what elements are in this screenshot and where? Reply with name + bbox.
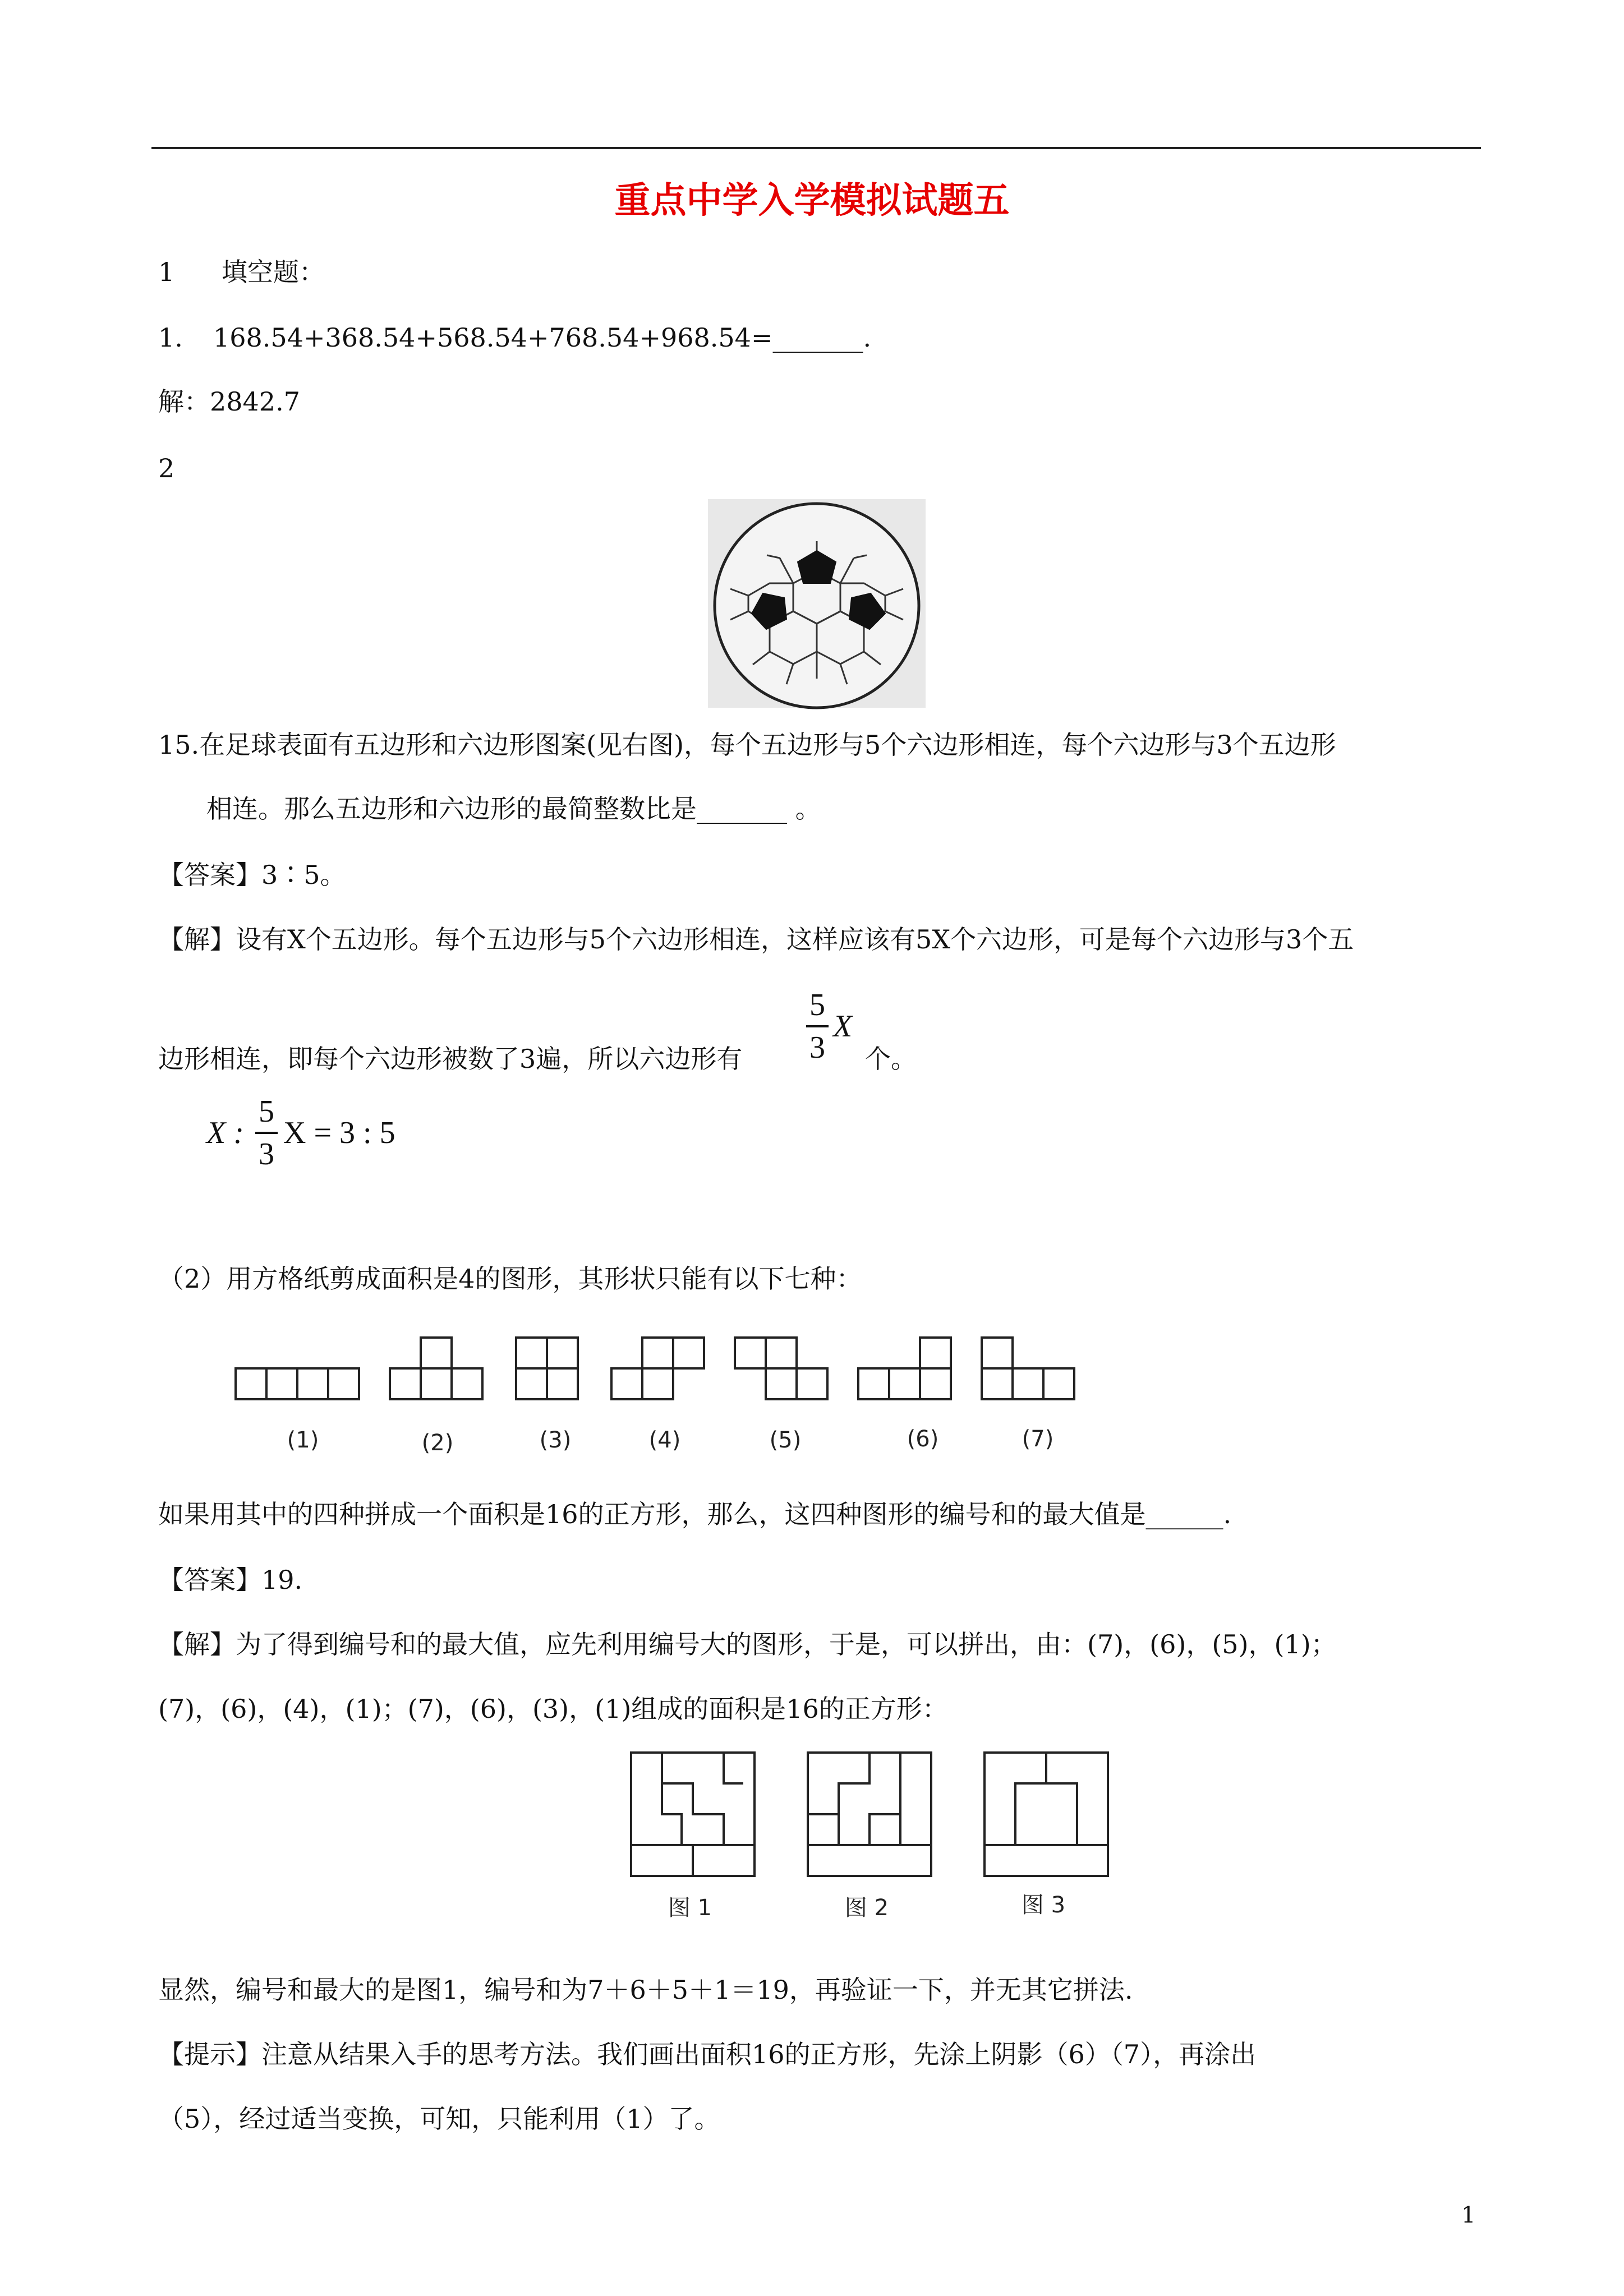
part-2-hint-line-2: （5），经过适当变换，可知，只能利用（1）了。 bbox=[158, 2104, 720, 2134]
tetromino-shapes bbox=[233, 1335, 1085, 1408]
shape-label-2: (2) bbox=[421, 1430, 454, 1456]
shape-6 bbox=[858, 1338, 951, 1399]
shape-label-4: (4) bbox=[648, 1427, 681, 1453]
shape-3 bbox=[516, 1338, 578, 1399]
fraction-variable: X bbox=[833, 1009, 853, 1044]
figure-2 bbox=[808, 1753, 931, 1876]
top-rule bbox=[151, 147, 1481, 149]
fraction-bar bbox=[806, 1025, 829, 1027]
section-heading: 填空题： bbox=[222, 257, 325, 287]
question-15-answer: 【答案】3∶5。 bbox=[158, 860, 346, 890]
figure-label-2: 图 2 bbox=[844, 1895, 889, 1921]
equation-fraction-denominator: 3 bbox=[259, 1137, 274, 1172]
question-15-line-2: 相连。那么五边形和六边形的最简整数比是_______ 。 bbox=[206, 794, 821, 824]
figure-label-3: 图 3 bbox=[1021, 1892, 1066, 1918]
shape-label-1: (1) bbox=[287, 1427, 319, 1453]
equation-left: X : bbox=[206, 1115, 244, 1150]
question-15-solution-line-1: 【解】设有X个五边形。每个五边形与5个六边形相连，这样应该有5X个六边形，可是每个六边形与3个五 bbox=[158, 924, 1354, 955]
part-2-conclusion: 显然，编号和最大的是图1，编号和为7＋6＋5＋1＝19，再验证一下，并无其它拼法. bbox=[158, 1975, 1133, 2005]
part-2-answer: 【答案】19. bbox=[158, 1565, 303, 1595]
fraction-denominator: 3 bbox=[809, 1030, 825, 1065]
part-2-solution-line-2: (7)，(6)，(4)，(1)；(7)，(6)，(3)，(1)组成的面积是16的正方形： bbox=[158, 1694, 948, 1724]
question-15-line-1: 15.在足球表面有五边形和六边形图案(见右图)，每个五边形与5个六边形相连，每个六边形与3个五边形 bbox=[158, 730, 1336, 760]
shape-5 bbox=[735, 1338, 827, 1399]
equation-right: X = 3 : 5 bbox=[283, 1115, 395, 1150]
shape-1 bbox=[236, 1368, 359, 1399]
part-2-solution-line-1: 【解】为了得到编号和的最大值，应先利用编号大的图形，于是，可以拼出，由：(7)，(6)，(5)，(1)； bbox=[158, 1629, 1337, 1659]
part-2-hint-line-1: 【提示】注意从结果入手的思考方法。我们画出面积16的正方形，先涂上阴影（6）（7），再涂出 bbox=[158, 2039, 1257, 2069]
shape-label-5: (5) bbox=[769, 1427, 802, 1453]
soccer-ball-figure bbox=[708, 499, 926, 708]
equation-fraction-numerator: 5 bbox=[259, 1094, 274, 1129]
equation-fraction bbox=[255, 1094, 278, 1172]
square-figures bbox=[628, 1750, 1111, 1879]
figure-1 bbox=[631, 1753, 755, 1876]
question-1-solution: 解：2842.7 bbox=[158, 386, 300, 417]
fraction-numerator: 5 bbox=[809, 988, 825, 1022]
page-number: 1 bbox=[1461, 2202, 1476, 2228]
shape-label-3: (3) bbox=[539, 1427, 572, 1453]
shape-7 bbox=[982, 1338, 1074, 1399]
question-2-number: 2 bbox=[158, 453, 175, 483]
shape-2 bbox=[390, 1338, 482, 1399]
shape-4 bbox=[611, 1338, 704, 1399]
shape-label-6: (6) bbox=[907, 1426, 939, 1452]
question-1-expression: 168.54+368.54+568.54+768.54+968.54=_______. bbox=[213, 322, 872, 353]
question-15-solution-line-2a: 边形相连，即每个六边形被数了3遍，所以六边形有 bbox=[158, 1044, 743, 1074]
equation-fraction-bar bbox=[255, 1132, 278, 1134]
part-2-intro: （2）用方格纸剪成面积是4的图形，其形状只能有以下七种： bbox=[158, 1264, 862, 1294]
part-2-question: 如果用其中的四种拼成一个面积是16的正方形，那么，这四种图形的编号和的最大值是______. bbox=[158, 1499, 1232, 1529]
shape-label-7: (7) bbox=[1022, 1426, 1054, 1452]
section-number: 1 bbox=[158, 257, 175, 287]
question-1-number: 1. bbox=[158, 322, 183, 353]
question-15-solution-line-2b: 个。 bbox=[865, 1044, 917, 1074]
figure-label-1: 图 1 bbox=[668, 1895, 712, 1921]
fraction-five-thirds bbox=[806, 987, 829, 1066]
page-title: 重点中学入学模拟试题五 bbox=[614, 179, 1010, 222]
figure-3 bbox=[984, 1753, 1108, 1876]
